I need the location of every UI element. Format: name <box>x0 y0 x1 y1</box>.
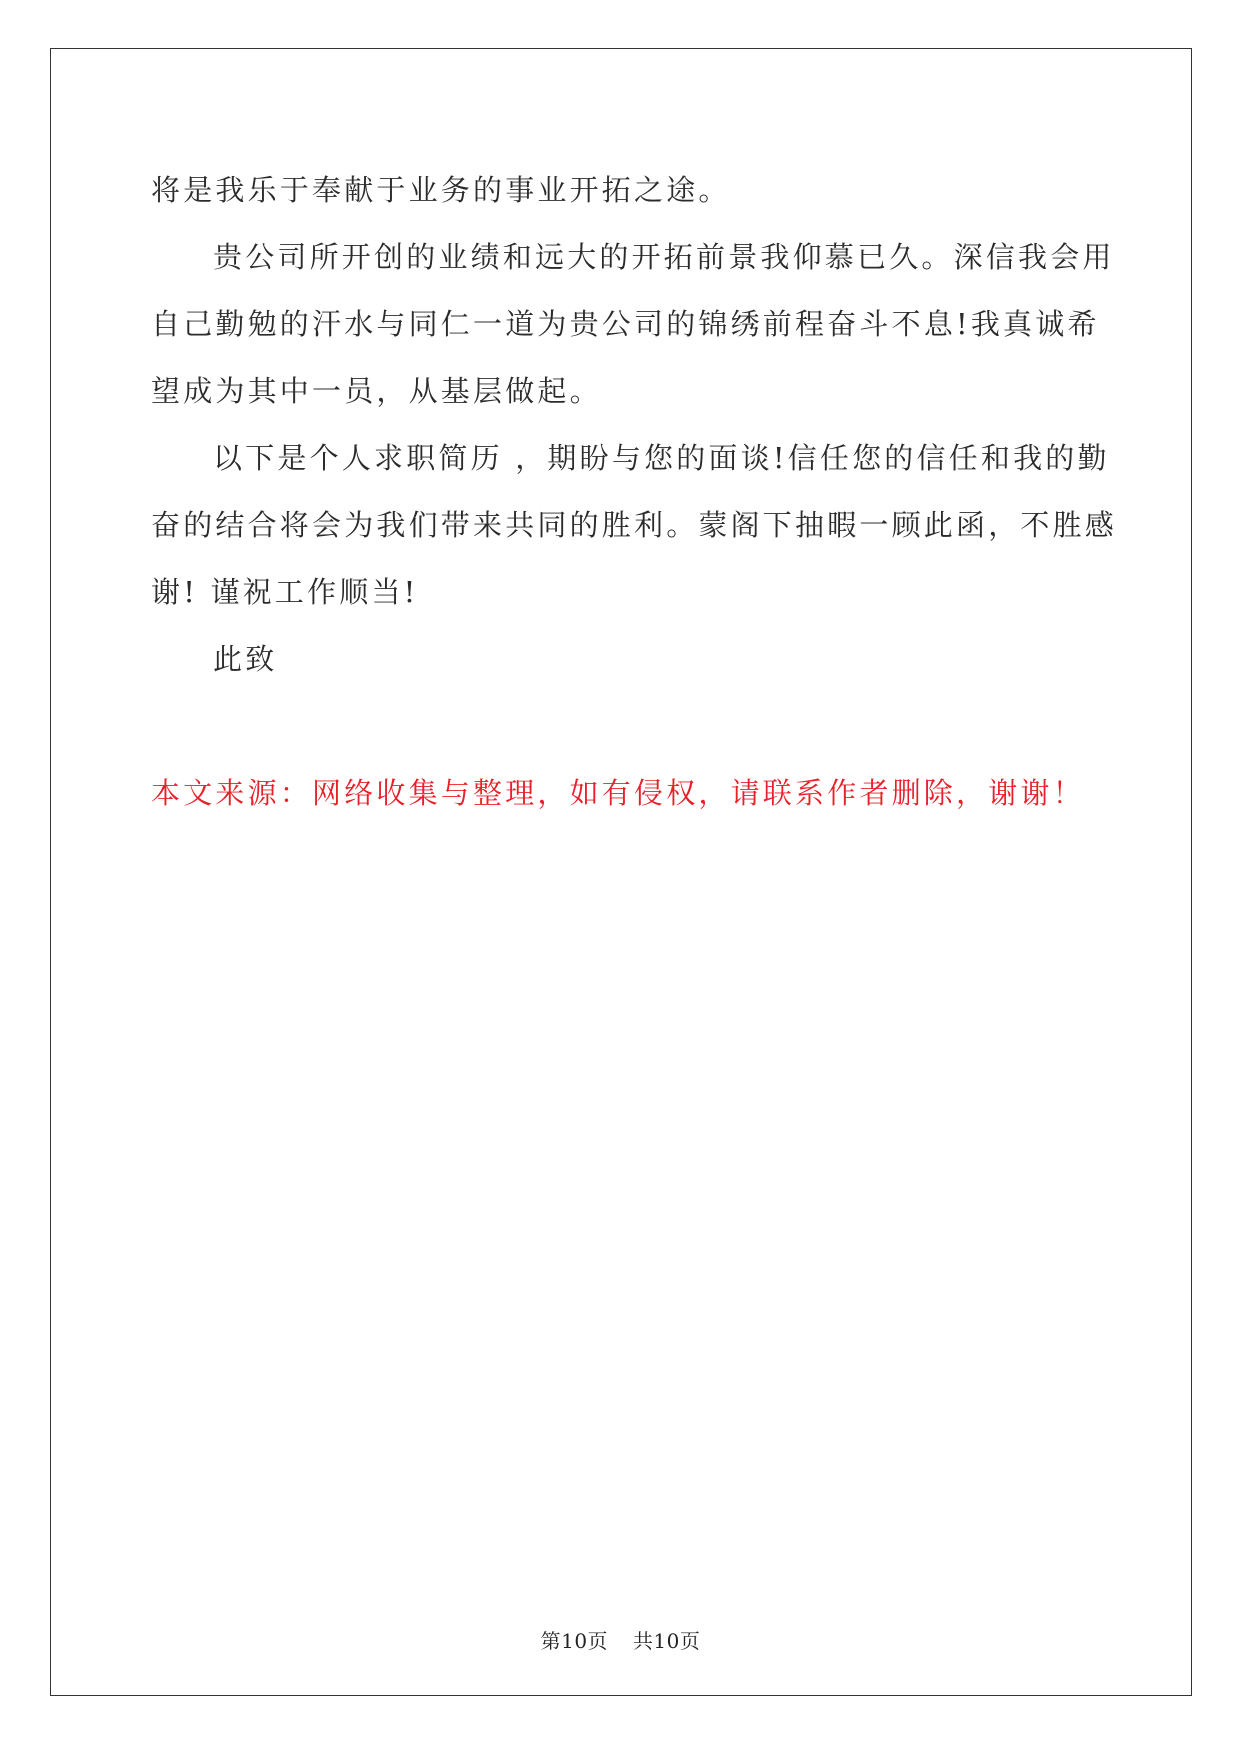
page-footer <box>0 1625 1241 1654</box>
paragraph-line: 望成为其中一员，从基层做起。 <box>151 374 602 408</box>
paragraph-line: 谢! 谨祝工作顺当! <box>151 575 419 609</box>
paragraph-line: 贵公司所开创的业绩和远大的开拓前景我仰慕已久。深信我会用 <box>213 240 1115 274</box>
source-disclaimer: 本文来源：网络收集与整理，如有侵权，请联系作者删除，谢谢！ <box>151 776 1085 810</box>
paragraph-line: 自己勤勉的汗水与同仁一道为贵公司的锦绣前程奋斗不息!我真诚希 <box>151 307 1100 341</box>
blank-spacer <box>151 693 1091 760</box>
document-body <box>151 157 1118 827</box>
paragraph-line: 奋的结合将会为我们带来共同的胜利。蒙阁下抽暇一顾此函，不胜感 <box>151 508 1118 542</box>
closing-salutation: 此致 <box>213 642 278 676</box>
paragraph-line: 将是我乐于奉献于业务的事业开拓之途。 <box>151 173 731 207</box>
paragraph-line: 以下是个人求职简历 ，期盼与您的面谈!信任您的信任和我的勤 <box>213 441 1110 475</box>
page-total: 共10页 <box>632 1629 701 1653</box>
page-number: 第10页 <box>540 1629 609 1653</box>
